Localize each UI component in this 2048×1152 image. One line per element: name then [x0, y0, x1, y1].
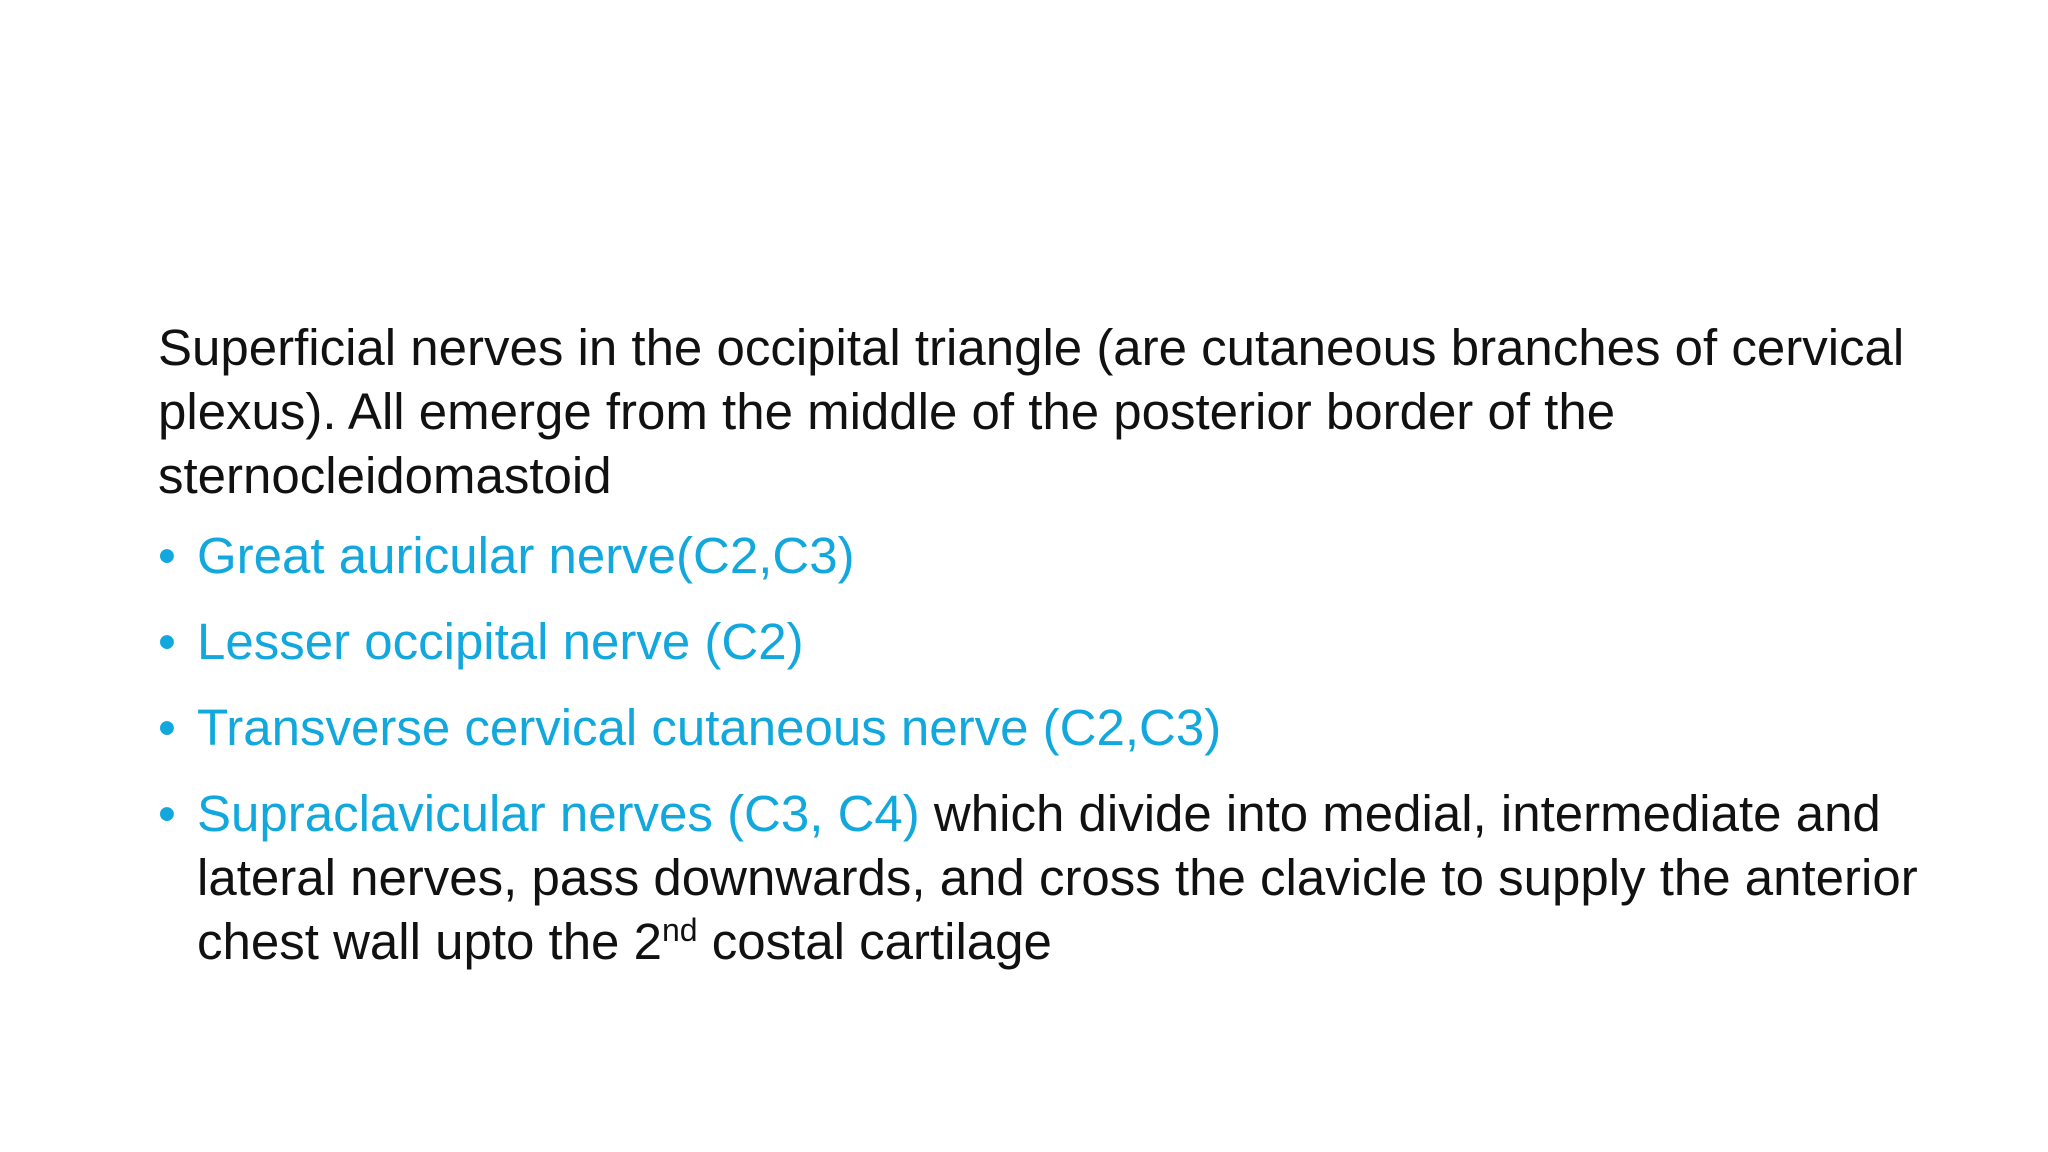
list-item — [158, 696, 1918, 760]
bullet-dot-icon: • — [158, 613, 176, 670]
great-auricular-nerve: Great auricular nerve(C2,C3) — [197, 527, 855, 584]
list-item — [158, 782, 1918, 974]
intro-paragraph: Superficial nerves in the occipital triangle (are cutaneous branches of cervical plexus). All emerge from the middle of the posterior border of the sternocleidomastoid — [158, 319, 1905, 504]
list-item — [158, 610, 1918, 674]
lesser-occipital-nerve: Lesser occipital nerve (C2) — [197, 613, 804, 670]
ordinal-superscript: nd — [661, 912, 698, 948]
supraclavicular-nerves: Supraclavicular nerves (C3, C4) — [197, 785, 920, 842]
list-item — [158, 524, 1918, 588]
slide-content — [158, 316, 1918, 996]
supraclavicular-description: which divide into medial, intermediate and lateral nerves, pass downwards, and cross the clavicle to supply the anterior chest wall upto the 2 — [197, 785, 1918, 970]
transverse-cervical-nerve: Transverse cervical cutaneous nerve (C2,C3) — [197, 699, 1222, 756]
supraclavicular-description-end: costal cartilage — [697, 913, 1052, 970]
nerve-list — [158, 524, 1918, 974]
bullet-dot-icon: • — [158, 699, 176, 756]
bullet-dot-icon: • — [158, 527, 176, 584]
bullet-dot-icon: • — [158, 785, 176, 842]
